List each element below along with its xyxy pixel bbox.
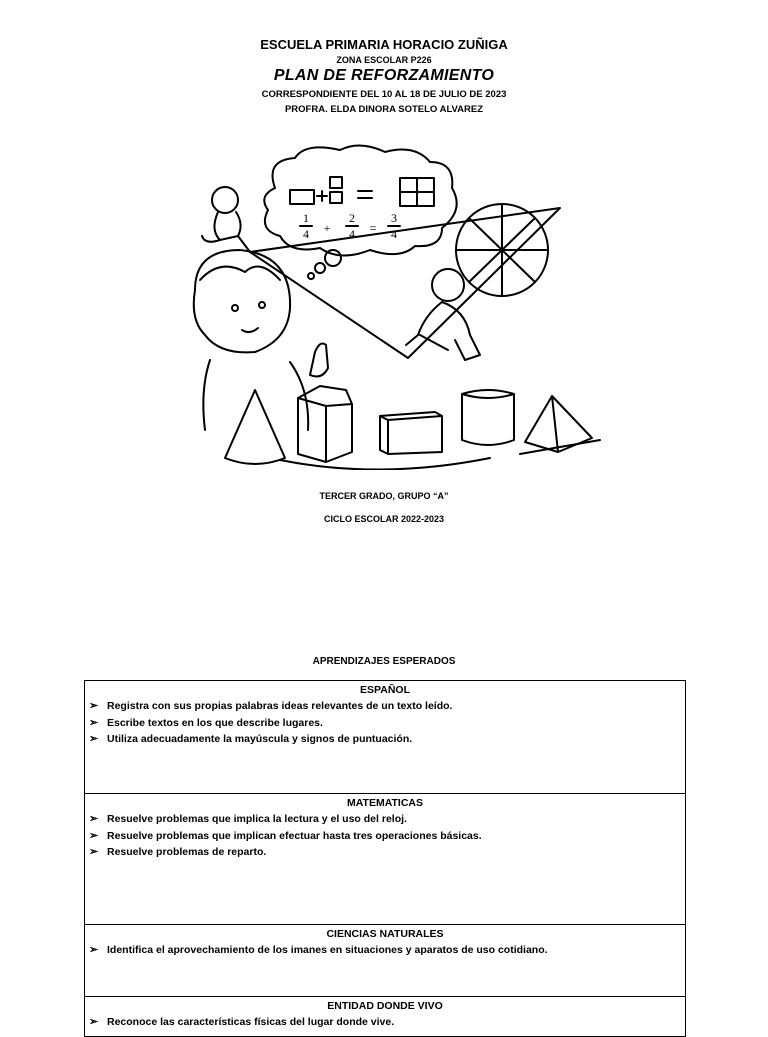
girl-body [203,360,308,430]
learnings-title: APRENDIZAJES ESPERADOS [312,656,456,667]
thought-bubble-1 [325,250,341,266]
arrowhead-bullet-icon: ➢ [89,846,99,858]
fraction-a-num: 1 [303,211,309,225]
big-triangle [250,208,560,358]
school-name: ESCUELA PRIMARIA HORACIO ZUÑIGA [260,37,508,52]
girl-head [194,250,290,352]
subject-title: CIENCIAS NATURALES [326,928,444,940]
learning-item: ➢ Resuelve problemas de reparto. [107,844,685,861]
thought-cloud [264,145,456,255]
learning-item: ➢ Resuelve problemas que implica la lectura y el uso del reloj. [107,811,685,828]
girl-mouth [242,328,258,332]
boy-right-body [406,302,480,360]
arrowhead-bullet-icon: ➢ [89,1016,99,1028]
pie-slices [456,204,548,296]
arrowhead-bullet-icon: ➢ [89,829,99,842]
fraction-b-num: 2 [349,211,355,225]
plus-text: + [323,221,331,235]
plan-period: CORRESPONDIENTE DEL 10 AL 18 DE JULIO DE 2023 [261,89,507,100]
learning-item: ➢ Identifica el aprovechamiento de los imanes en situaciones y aparatos de uso cotidiano. [107,942,685,959]
thought-bubble-3 [308,273,314,279]
math-kids-illustration [180,140,610,470]
plan-title: PLAN DE REFORZAMIENTO [273,67,495,84]
boy-head-top [212,187,238,213]
ground-line [280,440,600,470]
arrowhead-bullet-icon: ➢ [89,944,99,956]
grade-group: TERCER GRADO, GRUPO “A” [319,491,449,501]
thought-bubble-2 [315,263,325,273]
school-cycle: CICLO ESCOLAR 2022-2023 [323,514,445,524]
subject-title: MATEMATICAS [346,797,424,809]
learning-item: ➢ Resuelve problemas que implican efectuar hasta tres operaciones básicas. [107,828,685,845]
square-2a [330,177,342,188]
fraction-b-den: 4 [349,227,355,241]
boy-top-body [202,212,250,252]
plus-symbol [317,191,327,201]
subject-cell-espanol [85,681,685,794]
girl-eye-right [259,302,265,308]
equals-symbol [358,191,372,198]
fraction-c-num: 3 [391,211,397,225]
cone [225,390,285,464]
arrowhead-bullet-icon: ➢ [89,716,99,729]
arrowhead-bullet-icon: ➢ [89,700,99,712]
learning-item: ➢ Utiliza adecuadamente la mayúscula y signos de puntuación. [107,731,685,748]
girl-eye-left [232,305,238,311]
cylinder [462,390,514,445]
arrowhead-bullet-icon: ➢ [89,813,99,825]
arrowhead-bullet-icon: ➢ [89,733,99,745]
fraction-c-den: 4 [391,227,397,241]
school-zone: ZONA ESCOLAR P226 [336,55,432,65]
square-2b [330,192,342,203]
square-1 [290,190,314,204]
square-3-lines [400,178,434,206]
learnings-table [84,680,686,1037]
subject-title: ESPAÑOL [360,684,410,696]
learning-item: ➢ Registra con sus propias palabras ideas relevantes de un texto leído. [107,698,685,715]
boy-right-head [432,269,464,301]
girl-thumb [310,344,328,377]
learning-item: ➢ Escribe textos en los que describe lugares. [107,715,685,732]
cube [380,412,442,454]
girl-hair [200,267,280,280]
equals-text: = [369,221,377,235]
subject-cell-ciencias [85,925,685,997]
teacher-name: PROFRA. ELDA DINORA SOTELO ALVAREZ [284,104,484,115]
subject-cell-entidad [85,997,685,1037]
subject-title: ENTIDAD DONDE VIVO [327,1000,443,1012]
fraction-a-den: 4 [303,227,309,241]
subject-cell-matematicas [85,794,685,925]
learning-item: ➢ Reconoce las características físicas del lugar donde vive. [107,1014,685,1031]
